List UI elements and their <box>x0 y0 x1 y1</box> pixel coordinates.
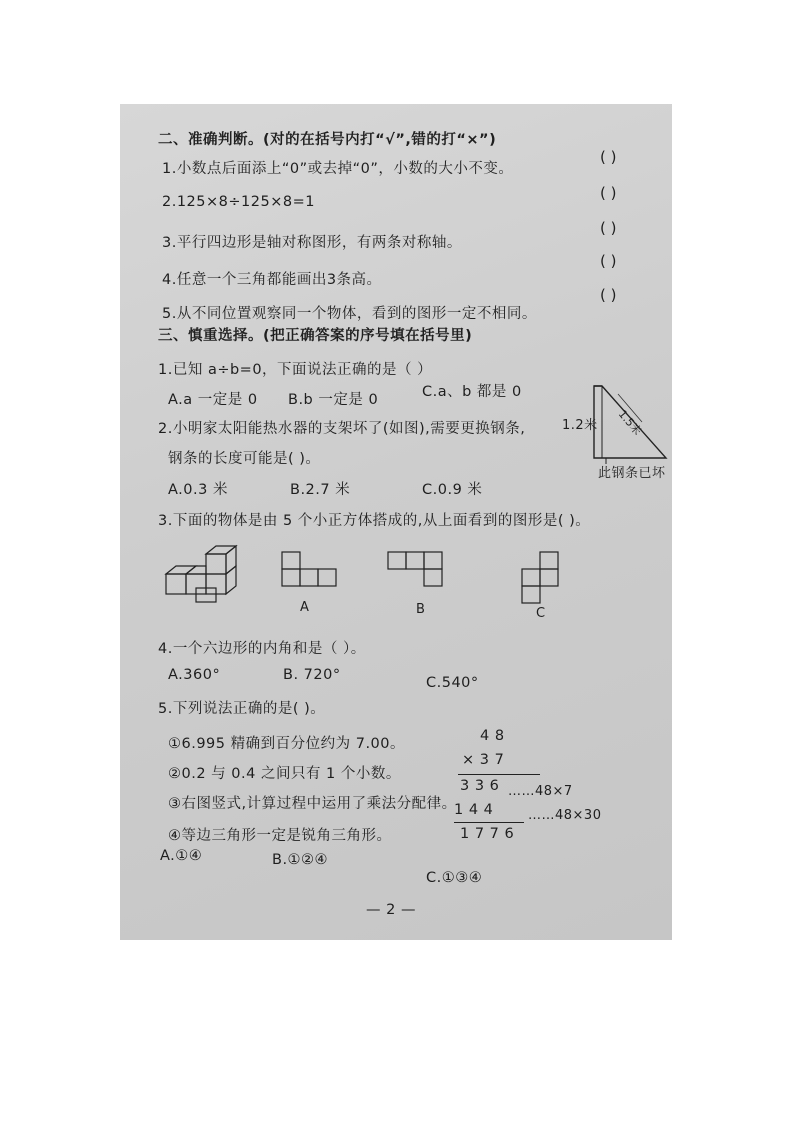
judge-item-1: 1.小数点后面添上“0”或去掉“0”，小数的大小不变。 <box>162 161 514 177</box>
q2-stem: 2.小明家太阳能热水器的支架坏了(如图),需要更换钢条, <box>158 421 526 437</box>
section-2-heading: 二、准确判断。(对的在括号内打“√”,错的打“×”) <box>158 132 497 148</box>
q1-option-b: B.b 一定是 0 <box>288 392 379 408</box>
option-c-view <box>520 550 564 606</box>
q1-option-a: A.a 一定是 0 <box>168 392 258 408</box>
option-c-label: C <box>536 606 546 621</box>
q4-stem: 4.一个六边形的内角和是（ ）。 <box>158 641 366 657</box>
answer-blank-5[interactable]: ( ) <box>600 286 617 304</box>
q2-option-b: B.2.7 米 <box>290 482 351 498</box>
bracket-caption: 此钢条已坏 <box>598 466 666 481</box>
q5-statement-2: ②0.2 与 0.4 之间只有 1 个小数。 <box>168 766 401 782</box>
vertical-row-3: 3 3 6 <box>460 778 500 794</box>
bracket-figure <box>592 382 672 464</box>
q1-option-c: C.a、b 都是 0 <box>422 384 522 400</box>
answer-blank-2[interactable]: ( ) <box>600 184 617 202</box>
answer-blank-1[interactable]: ( ) <box>600 148 617 166</box>
section-3-heading: 三、慎重选择。(把正确答案的序号填在括号里) <box>158 328 473 344</box>
exam-paper-page <box>120 104 672 940</box>
vertical-line-2 <box>454 822 524 823</box>
bracket-height-label: 1.2米 <box>562 418 598 433</box>
vertical-line-1 <box>458 774 540 775</box>
q3-stem: 3.下面的物体是由 5 个小正方体搭成的,从上面看到的图形是( )。 <box>158 513 591 529</box>
page-number: — 2 — <box>366 902 416 918</box>
q5-statement-4: ④等边三角形一定是锐角三角形。 <box>168 828 392 844</box>
option-b-view <box>386 550 446 590</box>
judge-item-3: 3.平行四边形是轴对称图形，有两条对称轴。 <box>162 235 462 251</box>
q4-option-b: B. 720° <box>283 667 341 683</box>
q2-option-c: C.0.9 米 <box>422 482 483 498</box>
q5-option-b: B.①②④ <box>272 852 329 868</box>
q4-option-c: C.540° <box>426 675 479 691</box>
bracket-hyp-label: 1.5米 <box>615 407 644 438</box>
answer-blank-3[interactable]: ( ) <box>600 219 617 237</box>
judge-item-5: 5.从不同位置观察同一个物体，看到的图形一定不相同。 <box>162 306 537 322</box>
vertical-row-4: 1 4 4 <box>454 802 494 818</box>
judge-item-4: 4.任意一个三角都能画出3条高。 <box>162 272 382 288</box>
q2-option-a: A.0.3 米 <box>168 482 228 498</box>
judge-item-2: 2.125×8÷125×8=1 <box>162 194 315 210</box>
vertical-row-5: 1 7 7 6 <box>460 826 515 842</box>
option-a-label: A <box>300 600 310 615</box>
cube-stack-figure <box>160 544 245 606</box>
vertical-row-2: × 3 7 <box>462 752 505 768</box>
q5-option-c: C.①③④ <box>426 870 483 886</box>
q5-stem: 5.下列说法正确的是( )。 <box>158 701 326 717</box>
q1-stem: 1.已知 a÷b=0，下面说法正确的是（ ） <box>158 362 433 378</box>
option-b-label: B <box>416 602 426 617</box>
vertical-note-4: ……48×30 <box>528 808 602 823</box>
option-a-view <box>280 550 340 590</box>
vertical-row-1: 4 8 <box>480 728 505 744</box>
answer-blank-4[interactable]: ( ) <box>600 252 617 270</box>
q4-option-a: A.360° <box>168 667 221 683</box>
q5-option-a: A.①④ <box>160 848 203 864</box>
q5-statement-3: ③右图竖式,计算过程中运用了乘法分配律。 <box>168 796 457 812</box>
q2-stem-2: 钢条的长度可能是( )。 <box>168 451 321 467</box>
vertical-note-3: ……48×7 <box>508 784 573 799</box>
q5-statement-1: ①6.995 精确到百分位约为 7.00。 <box>168 736 406 752</box>
